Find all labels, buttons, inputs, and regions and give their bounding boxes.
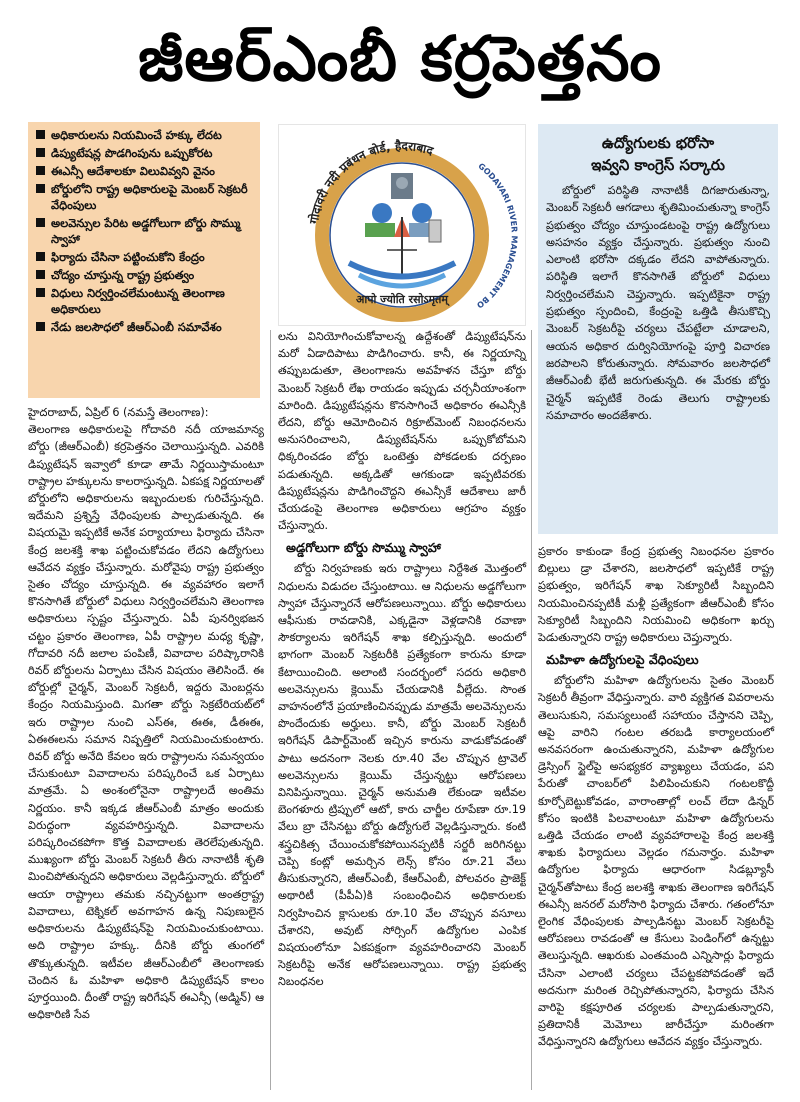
article-paragraph: ప్రకారం కాకుండా కేంద్ర ప్రభుత్వ నిబంధనల ప్రకారం బిల్లులు డ్రా చేశారని, జలసౌధలో ఇప్పటికే రాష్ట్ర ప్రభుత్వం, ఇరిగేషన్ శాఖ సెక్యూరిటీ సిబ్బందిని నియమించినప్పటికీ మళ్లీ ప్రత్యేకంగా జీఆర్ఎంబీ కోసం సెక్యూరిటీ సిబ్బందిని నియమించి అధికంగా ఖర్చు పెడుతున్నారని రాష్ట్ర అధికారులు చెప్తున్నారు. bbox=[538, 545, 774, 645]
dateline: హైదరాబాద్, ఏప్రిల్ 6 (నమస్తే తెలంగాణ): bbox=[28, 406, 209, 419]
bullet-icon bbox=[36, 288, 45, 297]
article-column-1 bbox=[28, 404, 264, 1023]
svg-text:गोदावरी नदी प्रबंधन बोर्ड, हैद: गोदावरी नदी प्रबंधन बोर्ड, हैदराबाद bbox=[306, 138, 435, 225]
bullet-icon bbox=[36, 252, 45, 261]
highlight-item: విధులు నిర్వర్తించలేమంటున్న తెలంగాణ అధికారులు bbox=[34, 285, 254, 317]
highlight-item: చోద్యం చూస్తున్న రాష్ట్ర ప్రభుత్వం bbox=[34, 267, 254, 283]
highlight-item: అధికారులను నియమించే హక్కు లేదట bbox=[34, 127, 254, 143]
bullet-icon bbox=[36, 184, 45, 193]
article-paragraph: బోర్డులోని మహిళా ఉద్యోగులను సైతం మెంబర్ సెక్రటరీ తీవ్రంగా వేధిస్తున్నారు. వారి వ్యక్తిగత వివరాలను తెలుసుకుని, సమస్యలుంటే సహాయం చేస్తానని చెప్పి, ఆపై వారిని గంటల తరబడి కార్యాలయంలో అనవసరంగా ఉంచుతున్నారని, మహిళా ఉద్యోగుల డ్రెస్సింగ్ స్టైల్‌పై అసభ్యకర వ్యాఖ్యలు చేయడం, పని పేరుతో చాంబర్‌లో పిలిపించుకుని గంటలకొద్దీ కూర్చోబెట్టుకోవడం, వారాంతాల్లో లంచ్ లేదా డిన్నర్ కోసం ఇంటికి పిలవాలంటూ మహిళా ఉద్యోగులను ఒత్తిడి చేయడం లాంటి వ్యవహారాలపై కేంద్ర జలశక్తి శాఖకు ఫిర్యాదులు వెల్లడం గమనార్హం. మహిళా ఉద్యోగుల ఫిర్యాదు ఆధారంగా సిడబ్ల్యూసీ చైర్మన్‌తోపాటు కేంద్ర జలశక్తి శాఖకు తెలంగాణ ఇరిగేషన్ ఈఎన్సీ జనరల్ మరోసారి ఫిర్యాదు చేశారు. గతంలోనూ లైంగిక వేధింపులకు పాల్పడినట్టు మెంబర్ సెక్రటరీపై ఆరోపణలు రావడంతో ఆ కేసులు పెండింగ్‌లో ఉన్నట్టు తెలుస్తున్నది. ఆఖరుకు ఎంతమంది ఎన్నిసార్లు ఫిర్యాదు చేసినా ఎలాంటి చర్యలు చేపట్టకపోవడంతో ఇదే అదనుగా మరింత రెచ్చిపోతున్నారని, ఫిర్యాదు చేసిన వారిపై కక్షపూరిత చర్యలకు పాల్పడుతున్నారని, ప్రతిదానికీ మెమోలు జారీచేస్తూ మరింతగా వేధిస్తున్నారని ఉద్యోగులు ఆవేదన వ్యక్తం చేస్తున్నారు. bbox=[538, 674, 774, 1049]
article-paragraph: లను వినియోగించుకోవాలన్న ఉద్దేశంతో డిప్యుటేషన్‌ను మరో ఏడాదిపాటు పొడిగించారు. కానీ, ఈ నిర్ణయాన్ని తప్పుబడుతూ, తెలంగాణను అవహేళన చేస్తూ బోర్డు మెంబర్ సెక్రటరీ లేఖ రాయడం ఇప్పుడు చర్చనీయాంశంగా మారింది. డిప్యుటేషన్లను కొనసాగించే అధికారం ఈఎన్సీకి లేదని, బోర్డు ఆమోదించిన రిక్రూట్‌మెంట్ నిబంధనలను అనుసరించాలని, డిప్యుటేషన్‌ను ఒప్పుకోబోమని ధిక్కరించడం బోర్డు ఒంటెత్తు పోకడలకు దర్పణం పడుతున్నది. అక్కడితో ఆగకుండా ఇప్పటివరకు డిప్యుటేషన్లను పొడిగించొద్దని ఈఎన్సీకే ఆదేశాలు జారీ చేయడంపై తెలంగాణ అధికారులు ఆగ్రహం వ్యక్తం చేస్తున్నారు. bbox=[278, 330, 526, 533]
bullet-icon bbox=[36, 130, 45, 139]
highlights-box bbox=[28, 122, 260, 398]
bullet-icon bbox=[36, 322, 45, 331]
article-column-3 bbox=[538, 543, 774, 1051]
highlight-item: డిప్యుటేషన్ల పొడగింపును ఒప్పుకోరట bbox=[34, 145, 254, 161]
article-paragraph: తెలంగాణ అధికారులపై గోదావరి నదీ యాజమాన్య బోర్డు (జీఆర్ఎంబీ) కర్రపెత్తనం చెలాయిస్తున్నది. ఎవరికి డిప్యుటేషన్ ఇవ్వాలో కూడా తామే నిర్ణయిస్తామంటూ రాష్ట్రాల హక్కులను కాలరాస్తున్నది. ఏకపక్ష నిర్ణయాలతో బోర్డులోని అధికారులను ఇబ్బందులకు గురిచేస్తున్నది. ఇదేమని ప్రశ్నిస్తే వేధింపులకు పాల్పడుతున్నది. ఈ విషయమై ఇప్పటికే అనేక పర్యాయాలు ఫిర్యాదు చేసినా కేంద్ర జలశక్తి శాఖ పట్టించుకోవడం లేదని ఉద్యోగులు ఆవేదన వ్యక్తం చేస్తున్నారు. మరోవైపు రాష్ట్ర ప్రభుత్వం సైతం చోద్యం చూస్తున్నది. ఈ వ్యవహారం ఇలాగే కొనసాగితే బోర్డులో విధులు నిర్వర్తించలేమని తెలంగాణ అధికారులు స్పష్టం చేస్తున్నారు. ఏపీ పునర్విభజన చట్టం ప్రకారం తెలంగాణ, ఏపీ రాష్ట్రాల మధ్య కృష్ణా, గోదావరి నదీ జలాల పంపిణీ, వివాదాల పరిష్కారానికి రివర్ బోర్డులను ఏర్పాటు చేసిన విషయం తెలిసిందే. ఈ బోర్డుల్లో చైర్మన్, మెంబర్ సెక్రటరీ, ఇద్దరు మెంబర్లను కేంద్రం నియమిస్తుంది. మిగతా బోర్డు సెక్రటేరియట్‌లో ఇరు రాష్ట్రాల నుంచి ఎస్ఈ, ఈఈ, డీఈఈ, ఏఈఈలను సమాన నిష్పత్తిలో నియమించుకుంటారు. రివర్ బోర్డు అనేది కేవలం ఇరు రాష్ట్రాలను సమన్వయం చేసుకుంటూ వివాదాలను పరిష్కరించే ఒక ఏర్పాటు మాత్రమే. ఏ అంశంలోనైనా రాష్ట్రాలదే అంతిమ నిర్ణయం. కానీ ఇక్కడ జీఆర్ఎంబీ మాత్రం అందుకు విరుద్ధంగా వ్యవహరిస్తున్నది. వివాదాలను పరిష్కరించకపోగా కొత్త వివాదాలకు తెరలేపుతున్నది. ముఖ్యంగా బోర్డు మెంబర్ సెక్రటరీ తీరు నానాటికీ శృతి మించిపోతున్నదని అధికారులు వెల్లడిస్తున్నారు. బోర్డులో ఆయా రాష్ట్రాలు తమకు నచ్చినట్టుగా అంతర్రాష్ట్ర వివాదాలు, టెక్నికల్ అవగాహన ఉన్న నిపుణులైన అధికారులను డిప్యుటేషన్‌పై నియమించుకుంటాయి. అది రాష్ట్రాల హక్కు. దీనికి బోర్డు తుంగలో తొక్కుతున్నది. ఇటీవల జీఆర్ఎంబీలో తెలంగాణకు చెందిన ఓ మహిళా అధికారి డిప్యుటేషన్ కాలం పూర్తయింది. దీంతో రాష్ట్ర ఇరిగేషన్ ఈఎన్సీ (అడ్మిన్) ఆ అధికారిణి సేవ bbox=[28, 423, 264, 1022]
board-logo bbox=[278, 124, 526, 326]
headline: జీఆర్ఎంబీ కర్రపెత్తనం bbox=[138, 22, 662, 95]
column-divider bbox=[531, 330, 532, 1090]
sidebar-title: ఇవ్వని కాంగ్రెస్ సర్కారు bbox=[591, 156, 725, 174]
highlight-item: ఫిర్యాదు చేసినా పట్టించుకోని కేంద్రం bbox=[34, 249, 254, 265]
column-divider bbox=[270, 330, 271, 1090]
subheading: మహిళా ఉద్యోగులపై వేధింపులు bbox=[546, 652, 699, 668]
highlight-item: నేడు జలసౌధలో జీఆర్ఎంబీ సమావేశం bbox=[34, 319, 254, 335]
svg-text:GODAVARI RIVER MANAGEMENT BOAR: GODAVARI RIVER MANAGEMENT BO bbox=[475, 161, 519, 310]
svg-text:आपो ज्योति रसोऽमृतम्: आपो ज्योति रसोऽमृतम् bbox=[356, 293, 448, 306]
sidebar-title: ఉద్యోగులకు భరోసా bbox=[601, 134, 715, 152]
highlight-item: అలవెన్సుల పేరిట అడ్డగోలుగా బోర్డు సొమ్ము స్వాహా bbox=[34, 215, 254, 247]
bullet-icon bbox=[36, 148, 45, 157]
subheading: అడ్డగోలుగా బోర్డు సొమ్ము స్వాహా bbox=[286, 540, 441, 556]
highlight-item: ఈఎన్సీ ఆదేశాలకూ విలువివ్వని వైనం bbox=[34, 163, 254, 179]
bullet-icon bbox=[36, 218, 45, 227]
highlight-item: బోర్డులోని రాష్ట్ర అధికారులపై మెంబర్ సెక్రటరీ వేధింపులు bbox=[34, 181, 254, 213]
bullet-icon bbox=[36, 270, 45, 279]
bullet-icon bbox=[36, 166, 45, 175]
sidebar-text: బోర్డులో పరిస్థితి నానాటికీ దిగజారుతున్నా, మెంబర్ సెక్రటరీ ఆగడాలు శృతిమించుతున్నా కాంగ్రెస్ ప్రభుత్వం చోద్యం చూస్తుండటంపై రాష్ట్ర ఉద్యోగులు అసహనం వ్యక్తం చేస్తున్నారు. ప్రభుత్వం నుంచి ఎలాంటి భరోసా దక్కడం లేదని వాపోతున్నారు. పరిస్థితి ఇలాగే కొనసాగితే బోర్డులో విధులు నిర్వర్తించలేమని చెప్తున్నారు. ఇప్పటికైనా రాష్ట్ర ప్రభుత్వం స్పందించి, కేంద్రంపై ఒత్తిడి తీసుకొచ్చి మెంబర్ సెక్రటరీపై చర్యలు చేపట్టేలా చూడాలని, ఆయన అధికార దుర్వినియోగంపై పూర్తి విచారణ జరపాలని కోరుతున్నారు. సోమవారం జలసౌధలో జీఆర్ఎంబీ భేటీ జరుగుతున్నది. ఈ మేరకు బోర్డు చైర్మన్ ఇప్పటికే రెండు తెలుగు రాష్ట్రాలకు సమాచారం అందజేశారు. bbox=[546, 184, 770, 422]
sidebar-box bbox=[538, 124, 778, 534]
article-column-2 bbox=[278, 328, 526, 991]
article-paragraph: బోర్డు నిర్వహణకు ఇరు రాష్ట్రాలు నిర్దేశిత మొత్తంలో నిధులను విడుదల చేస్తుంటాయి. ఆ నిధులను అడ్డగోలుగా స్వాహా చేస్తున్నారనే ఆరోపణలున్నాయి. బోర్డు అధికారులు ఆఫీసుకు రావడానికి, ఎక్కడైనా వెళ్లడానికి రవాణా సౌకర్యాలను ఇరిగేషన్ శాఖ కల్పిస్తున్నది. అందులో భాగంగా మెంబర్ సెక్రటరీకి ప్రత్యేకంగా కారును కూడా కేటాయించింది. అలాంటి సందర్భంలో సదరు అధికారి అలవెన్సులను క్లెయిమ్ చేయడానికి వీల్లేదు. సొంత వాహనంలోనే ప్రయాణించినప్పుడు మాత్రమే అలవెన్సులను పొందేందుకు అర్హులు. కానీ, బోర్డు మెంబర్ సెక్రటరీ ఇరిగేషన్ డిపార్ట్‌మెంట్ ఇచ్చిన కారును వాడుకోవడంతో పాటు అదనంగా నెలకు రూ.40 వేల చొప్పున ట్రావెల్ అలవెన్సులను క్లెయిమ్ చేస్తున్నట్టు ఆరోపణలు వినిపిస్తున్నాయి. చైర్మన్ అనుమతి లేకుండా ఇటీవల బెంగళూరు ట్రిప్పులో ఆటో, కారు చార్జీల రూపేణా రూ.19 వేలు బ్రా చేసినట్టు బోర్డు ఉద్యోగులే వెల్లడిస్తున్నారు. కంటి శస్త్రచికిత్స చేయించుకోకపోయినప్పటికీ సర్జరీ జరిగినట్టు చెప్పి కంట్లో అమర్చిన లెన్స్ కోసం రూ.21 వేలు తీసుకున్నారని, జీఆర్ఎంబీ, కేఆర్ఎంబీ, పోలవరం ప్రాజెక్ట్ అథారిటీ (పీపీఏ)కి సంబంధించిన అధికారులకు నిర్వహించిన క్లాసులకు రూ.10 వేల చొప్పున వసూలు చేశారని, అవుట్ సోర్సింగ్ ఉద్యోగుల ఎంపిక విషయంలోనూ ఏకపక్షంగా వ్యవహరించారని మెంబర్ సెక్రటరీపై అనేక ఆరోపణలున్నాయి. రాష్ట్ర ప్రభుత్వ నిబంధనల bbox=[278, 562, 526, 989]
grmb-logo-icon bbox=[279, 125, 525, 325]
